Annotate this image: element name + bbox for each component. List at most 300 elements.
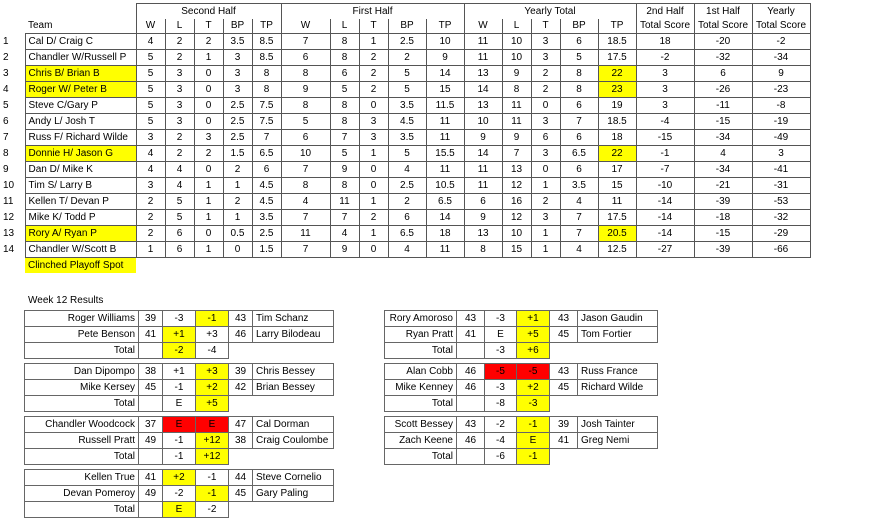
yt-value: 5 <box>560 50 598 66</box>
yt-value: 17 <box>598 162 636 178</box>
group-header: Yearly Total <box>464 4 636 20</box>
sh-value: 4.5 <box>252 178 281 194</box>
blank-cell <box>253 343 334 359</box>
results-title: Week 12 Results <box>28 295 104 306</box>
sh-value: 0 <box>194 114 223 130</box>
team-name: Steve C/Gary P <box>25 98 136 114</box>
blank-cell <box>578 449 658 465</box>
yt-value: 17.5 <box>598 50 636 66</box>
player-name: Richard Wilde <box>578 380 658 396</box>
match-total-row <box>385 396 658 412</box>
total-diff: -6 <box>485 449 517 465</box>
yt-value: 2 <box>531 82 560 98</box>
col-header: W <box>281 19 330 34</box>
col-header: BP <box>388 19 426 34</box>
blank-cell <box>25 4 136 20</box>
total-score: -20 <box>694 34 752 50</box>
total-score: -19 <box>752 114 810 130</box>
player-name: Mike Kersey <box>25 380 139 396</box>
total-diff: E <box>163 396 196 412</box>
player-score: 38 <box>139 364 163 380</box>
col-header: BP <box>560 19 598 34</box>
rank: 1 <box>3 35 9 47</box>
fh-value: 8 <box>330 34 359 50</box>
sh-value: 1 <box>223 210 252 226</box>
fh-value: 2 <box>388 194 426 210</box>
yt-value: 3 <box>531 34 560 50</box>
fh-value: 8 <box>281 66 330 82</box>
player-name: Chris Bessey <box>253 364 334 380</box>
team-name: Chris B/ Brian B <box>25 66 136 82</box>
player-diff: E <box>517 433 550 449</box>
sh-value: 2 <box>165 130 194 146</box>
results-right-table <box>384 310 658 465</box>
total-score: -32 <box>752 210 810 226</box>
player-score: 43 <box>550 364 578 380</box>
clinched-legend: Clinched Playoff Spot <box>25 258 136 274</box>
fh-value: 11 <box>426 242 464 258</box>
total-score: 3 <box>636 82 694 98</box>
player-name: Scott Bessey <box>385 417 457 433</box>
fh-value: 10.5 <box>426 178 464 194</box>
col-header: TP <box>426 19 464 34</box>
standings-row <box>0 34 810 50</box>
total-score: -21 <box>694 178 752 194</box>
standings-row <box>0 194 810 210</box>
player-score: 46 <box>457 380 485 396</box>
sh-value: 0 <box>194 226 223 242</box>
player-name: Brian Bessey <box>253 380 334 396</box>
sh-value: 3 <box>136 178 165 194</box>
yt-value: 8 <box>560 82 598 98</box>
total-score: 6 <box>694 66 752 82</box>
team-name: Kellen T/ Devan P <box>25 194 136 210</box>
total-score: -11 <box>694 98 752 114</box>
yt-value: 6 <box>531 130 560 146</box>
match-row <box>25 470 334 486</box>
total-label: Total <box>25 343 139 359</box>
fh-value: 11.5 <box>426 98 464 114</box>
rank: 14 <box>3 243 15 255</box>
player-diff: E <box>196 417 229 433</box>
sh-value: 4.5 <box>252 194 281 210</box>
sh-value: 8 <box>252 66 281 82</box>
total-score: -49 <box>752 130 810 146</box>
yt-value: 12.5 <box>598 242 636 258</box>
sh-value: 8.5 <box>252 50 281 66</box>
yt-value: 2 <box>531 194 560 210</box>
sh-value: 1.5 <box>252 242 281 258</box>
sh-value: 2.5 <box>223 130 252 146</box>
player-diff: E <box>163 417 196 433</box>
total-diff: -3 <box>485 343 517 359</box>
fh-value: 10 <box>426 34 464 50</box>
player-diff: -3 <box>485 311 517 327</box>
team-header: Team <box>28 20 53 31</box>
fh-value: 8 <box>330 178 359 194</box>
total-score: -32 <box>694 50 752 66</box>
fh-value: 2 <box>359 66 388 82</box>
sh-value: 1 <box>223 178 252 194</box>
player-name: Mike Kenney <box>385 380 457 396</box>
rank: 13 <box>3 227 15 239</box>
sh-value: 2 <box>194 34 223 50</box>
total-score: 4 <box>694 146 752 162</box>
total-score: 9 <box>752 66 810 82</box>
fh-value: 8 <box>330 114 359 130</box>
rank: 9 <box>3 163 9 175</box>
total-score: 3 <box>636 66 694 82</box>
col-header: L <box>165 19 194 34</box>
col-header: W <box>464 19 502 34</box>
sh-value: 4 <box>165 162 194 178</box>
standings-row <box>0 114 810 130</box>
yt-value: 11 <box>464 178 502 194</box>
fh-value: 10 <box>281 146 330 162</box>
sh-value: 2.5 <box>252 226 281 242</box>
blank-cell <box>253 396 334 412</box>
player-diff: +3 <box>196 364 229 380</box>
fh-value: 11 <box>426 130 464 146</box>
player-score: 45 <box>229 486 253 502</box>
sh-value: 5 <box>136 98 165 114</box>
fh-value: 4 <box>330 226 359 242</box>
player-score: 41 <box>139 327 163 343</box>
fh-value: 8 <box>330 98 359 114</box>
sh-value: 4 <box>136 146 165 162</box>
player-score: 41 <box>550 433 578 449</box>
player-name: Chandler Woodcock <box>25 417 139 433</box>
rank: 8 <box>3 147 9 159</box>
yt-value: 10 <box>464 114 502 130</box>
sh-value: 1 <box>194 242 223 258</box>
player-name: Craig Coulombe <box>253 433 334 449</box>
yt-value: 18.5 <box>598 34 636 50</box>
total-score: -14 <box>636 226 694 242</box>
sh-value: 6.5 <box>252 146 281 162</box>
player-diff: -1 <box>196 311 229 327</box>
sh-value: 0 <box>194 98 223 114</box>
yt-value: 10 <box>502 50 531 66</box>
yt-value: 13 <box>464 98 502 114</box>
sh-value: 0.5 <box>223 226 252 242</box>
player-diff: +2 <box>517 380 550 396</box>
standings-row <box>0 178 810 194</box>
player-diff: +5 <box>517 327 550 343</box>
sh-value: 0 <box>194 82 223 98</box>
yt-value: 14 <box>464 82 502 98</box>
player-diff: -1 <box>517 417 550 433</box>
standings-row <box>0 50 810 66</box>
fh-value: 7 <box>330 210 359 226</box>
fh-value: 9 <box>281 82 330 98</box>
match-total-row <box>385 449 658 465</box>
player-score: 43 <box>229 311 253 327</box>
match-row <box>25 311 334 327</box>
standings-row <box>0 82 810 98</box>
rank: 3 <box>3 67 9 79</box>
yt-value: 3 <box>531 210 560 226</box>
match-row <box>385 380 658 396</box>
match-row <box>25 486 334 502</box>
player-diff: -5 <box>485 364 517 380</box>
total-diff: +5 <box>196 396 229 412</box>
player-name: Greg Nemi <box>578 433 658 449</box>
yt-value: 3.5 <box>560 178 598 194</box>
rank: 6 <box>3 115 9 127</box>
group-header: First Half <box>281 4 464 20</box>
sh-value: 5 <box>165 194 194 210</box>
yt-value: 0 <box>531 162 560 178</box>
total-score: -34 <box>694 130 752 146</box>
player-score: 41 <box>457 327 485 343</box>
sh-value: 1 <box>194 194 223 210</box>
match-row <box>25 364 334 380</box>
rank: 10 <box>3 179 15 191</box>
player-name: Devan Pomeroy <box>25 486 139 502</box>
rank: 4 <box>3 83 9 95</box>
player-diff: -2 <box>485 417 517 433</box>
sh-value: 1.5 <box>223 146 252 162</box>
sh-value: 2 <box>223 162 252 178</box>
player-diff: -3 <box>163 311 196 327</box>
yt-value: 11 <box>464 162 502 178</box>
blank-cell <box>253 502 334 518</box>
fh-value: 8 <box>281 98 330 114</box>
fh-value: 11 <box>426 114 464 130</box>
player-diff: E <box>485 327 517 343</box>
fh-value: 2 <box>359 82 388 98</box>
fh-value: 6.5 <box>388 226 426 242</box>
total-score: -26 <box>694 82 752 98</box>
fh-value: 2 <box>359 210 388 226</box>
total-score: -18 <box>694 210 752 226</box>
standings-row <box>0 242 810 258</box>
total-score: -10 <box>636 178 694 194</box>
yt-value: 7 <box>560 114 598 130</box>
match-row <box>25 433 334 449</box>
player-name: Pete Benson <box>25 327 139 343</box>
team-name: Cal D/ Craig C <box>25 34 136 50</box>
total-score: -1 <box>636 146 694 162</box>
col-header: TP <box>598 19 636 34</box>
yt-value: 9 <box>502 130 531 146</box>
yt-value: 7 <box>502 146 531 162</box>
sh-value: 2 <box>165 50 194 66</box>
fh-value: 18 <box>426 226 464 242</box>
total-diff: -1 <box>517 449 550 465</box>
yt-value: 11 <box>464 50 502 66</box>
fh-value: 2 <box>359 50 388 66</box>
sh-value: 3 <box>165 114 194 130</box>
total-score: -2 <box>752 34 810 50</box>
match-row <box>25 380 334 396</box>
total-score: -31 <box>752 178 810 194</box>
sh-value: 3.5 <box>223 34 252 50</box>
match-total-row <box>385 343 658 359</box>
yt-value: 4 <box>560 242 598 258</box>
score-header-bottom: Total Score <box>752 19 810 34</box>
rank: 2 <box>3 51 9 63</box>
player-diff: -1 <box>163 433 196 449</box>
fh-value: 9 <box>330 242 359 258</box>
player-score: 46 <box>229 327 253 343</box>
blank-cell <box>139 396 163 412</box>
total-score: -29 <box>752 226 810 242</box>
fh-value: 3.5 <box>388 130 426 146</box>
fh-value: 11 <box>426 162 464 178</box>
player-score: 43 <box>550 311 578 327</box>
player-name: Larry Bilodeau <box>253 327 334 343</box>
player-name: Tom Fortier <box>578 327 658 343</box>
yt-value: 17.5 <box>598 210 636 226</box>
fh-value: 7 <box>330 130 359 146</box>
yt-value: 1 <box>531 178 560 194</box>
fh-value: 2.5 <box>388 178 426 194</box>
sh-value: 6 <box>165 242 194 258</box>
sh-value: 8.5 <box>252 34 281 50</box>
total-label: Total <box>385 396 457 412</box>
total-score: -4 <box>636 114 694 130</box>
sh-value: 8 <box>252 82 281 98</box>
fh-value: 4 <box>388 242 426 258</box>
blank-cell <box>229 449 253 465</box>
total-score: 18 <box>636 34 694 50</box>
player-diff: -2 <box>163 486 196 502</box>
total-score: -2 <box>636 50 694 66</box>
yt-value: 18 <box>598 130 636 146</box>
standings-table <box>0 3 811 273</box>
blank-cell <box>550 343 578 359</box>
fh-value: 15 <box>426 82 464 98</box>
fh-value: 7 <box>281 210 330 226</box>
blank-cell <box>457 343 485 359</box>
score-header-top: Yearly <box>752 4 810 20</box>
player-score: 49 <box>139 433 163 449</box>
team-name: Russ F/ Richard Wilde <box>25 130 136 146</box>
yt-value: 11 <box>502 98 531 114</box>
blank-cell <box>229 343 253 359</box>
col-header: T <box>359 19 388 34</box>
player-diff: -3 <box>485 380 517 396</box>
sh-value: 2 <box>165 146 194 162</box>
sh-value: 1 <box>194 178 223 194</box>
yt-value: 7 <box>560 226 598 242</box>
sh-value: 5 <box>136 66 165 82</box>
sh-value: 0 <box>194 162 223 178</box>
fh-value: 9 <box>426 50 464 66</box>
sh-value: 6 <box>252 162 281 178</box>
player-score: 45 <box>550 327 578 343</box>
yt-value: 1 <box>531 242 560 258</box>
yt-value: 23 <box>598 82 636 98</box>
total-score: -14 <box>636 210 694 226</box>
blank-cell <box>0 19 25 34</box>
sh-value: 2.5 <box>223 114 252 130</box>
player-name: Kellen True <box>25 470 139 486</box>
total-score: -39 <box>694 194 752 210</box>
sh-value: 1 <box>194 50 223 66</box>
fh-value: 8 <box>281 178 330 194</box>
blank-cell <box>578 343 658 359</box>
blank-cell <box>0 4 25 20</box>
fh-value: 5 <box>388 66 426 82</box>
col-header: BP <box>223 19 252 34</box>
sh-value: 7 <box>252 130 281 146</box>
player-score: 42 <box>229 380 253 396</box>
blank-cell <box>457 449 485 465</box>
fh-value: 7 <box>281 242 330 258</box>
total-label: Total <box>25 396 139 412</box>
yt-value: 6 <box>560 98 598 114</box>
sh-value: 5 <box>165 210 194 226</box>
player-name: Zach Keene <box>385 433 457 449</box>
standings-row <box>0 98 810 114</box>
sh-value: 0 <box>223 242 252 258</box>
fh-value: 6 <box>388 210 426 226</box>
fh-value: 5 <box>330 146 359 162</box>
sh-value: 3 <box>223 66 252 82</box>
player-name: Jason Gaudin <box>578 311 658 327</box>
sh-value: 4 <box>136 162 165 178</box>
fh-value: 7 <box>281 34 330 50</box>
fh-value: 8 <box>330 50 359 66</box>
sh-value: 2 <box>165 34 194 50</box>
player-diff: +2 <box>163 470 196 486</box>
yt-value: 3 <box>531 50 560 66</box>
match-total-row <box>25 343 334 359</box>
total-score: -7 <box>636 162 694 178</box>
match-total-row <box>25 502 334 518</box>
player-score: 45 <box>550 380 578 396</box>
player-diff: +3 <box>196 327 229 343</box>
team-name: Tim S/ Larry B <box>25 178 136 194</box>
sh-value: 2.5 <box>223 98 252 114</box>
col-header: L <box>330 19 359 34</box>
yt-value: 15 <box>502 242 531 258</box>
blank-cell <box>139 502 163 518</box>
player-score: 49 <box>139 486 163 502</box>
yt-value: 1 <box>531 226 560 242</box>
match-row <box>385 417 658 433</box>
rank: 5 <box>3 99 9 111</box>
sh-value: 4 <box>136 34 165 50</box>
yt-value: 8 <box>502 82 531 98</box>
match-row <box>385 433 658 449</box>
yt-value: 10 <box>502 34 531 50</box>
yt-value: 8 <box>560 66 598 82</box>
total-diff: -8 <box>485 396 517 412</box>
yt-value: 0 <box>531 98 560 114</box>
yt-value: 13 <box>502 162 531 178</box>
sh-value: 1 <box>136 242 165 258</box>
player-diff: -1 <box>196 486 229 502</box>
total-diff: -1 <box>163 449 196 465</box>
player-name: Russell Pratt <box>25 433 139 449</box>
yt-value: 3 <box>531 146 560 162</box>
total-score: -34 <box>752 50 810 66</box>
sh-value: 1 <box>194 210 223 226</box>
player-name: Rory Amoroso <box>385 311 457 327</box>
player-diff: -4 <box>485 433 517 449</box>
sh-value: 3 <box>165 82 194 98</box>
team-name: Chandler W/Scott B <box>25 242 136 258</box>
player-name: Alan Cobb <box>385 364 457 380</box>
player-score: 46 <box>457 433 485 449</box>
total-score: -39 <box>694 242 752 258</box>
total-score: -8 <box>752 98 810 114</box>
fh-value: 3.5 <box>388 98 426 114</box>
